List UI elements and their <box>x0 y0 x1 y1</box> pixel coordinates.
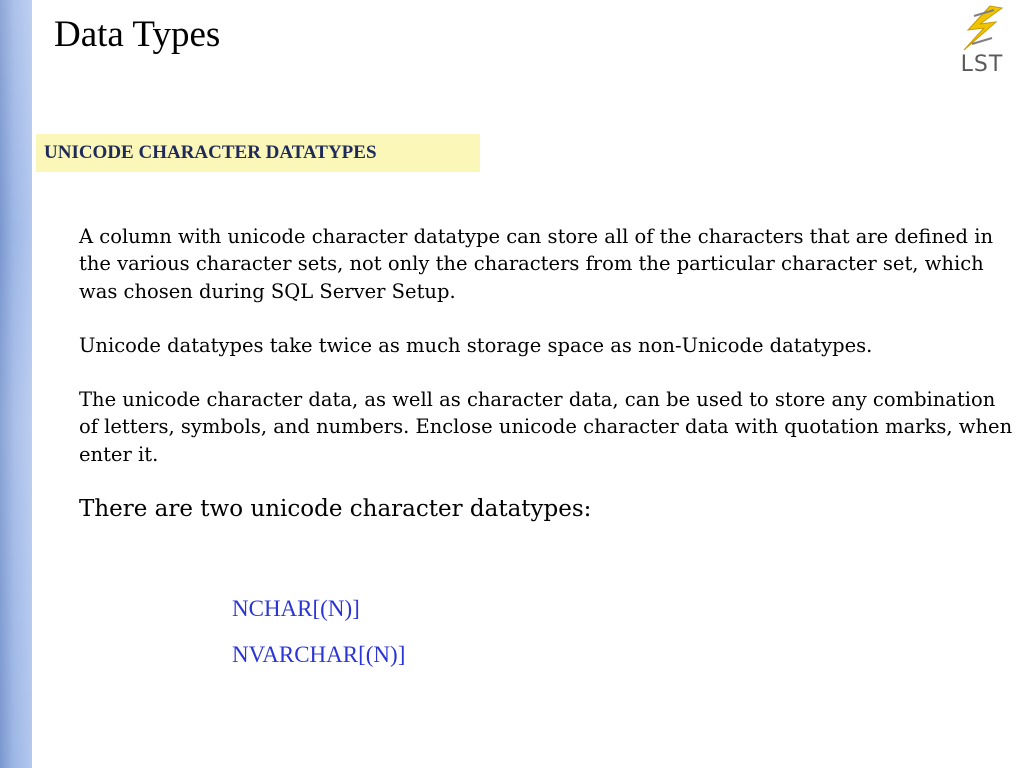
datatypes-intro: There are two unicode character datatypes: <box>79 496 592 522</box>
logo-text: LST <box>960 52 1004 77</box>
paragraph-storage-space: Unicode datatypes take twice as much storage space as non-Unicode datatypes. <box>79 334 873 357</box>
paragraph-usage: The unicode character data, as well as character data, can be used to store any combination of letters, symbols, and numbers. Enclose unicode character data with quotation marks, when enter it. <box>79 388 1013 466</box>
lightning-bolt-icon <box>950 4 1014 54</box>
left-accent-bar <box>0 0 32 768</box>
datatype-nchar: NCHAR[(N)] <box>232 596 360 621</box>
slide-title: Data Types <box>54 14 221 55</box>
datatype-nvarchar: NVARCHAR[(N)] <box>232 642 406 667</box>
section-heading: UNICODE CHARACTER DATATYPES <box>36 134 480 172</box>
company-logo <box>950 4 1014 82</box>
left-accent-bar-sheen <box>0 0 32 768</box>
paragraph-unicode-definition: A column with unicode character datatype can store all of the characters that are defined in the various character sets, not only the characters from the particular character set, which was chosen during SQL Server Setup. <box>79 225 994 303</box>
